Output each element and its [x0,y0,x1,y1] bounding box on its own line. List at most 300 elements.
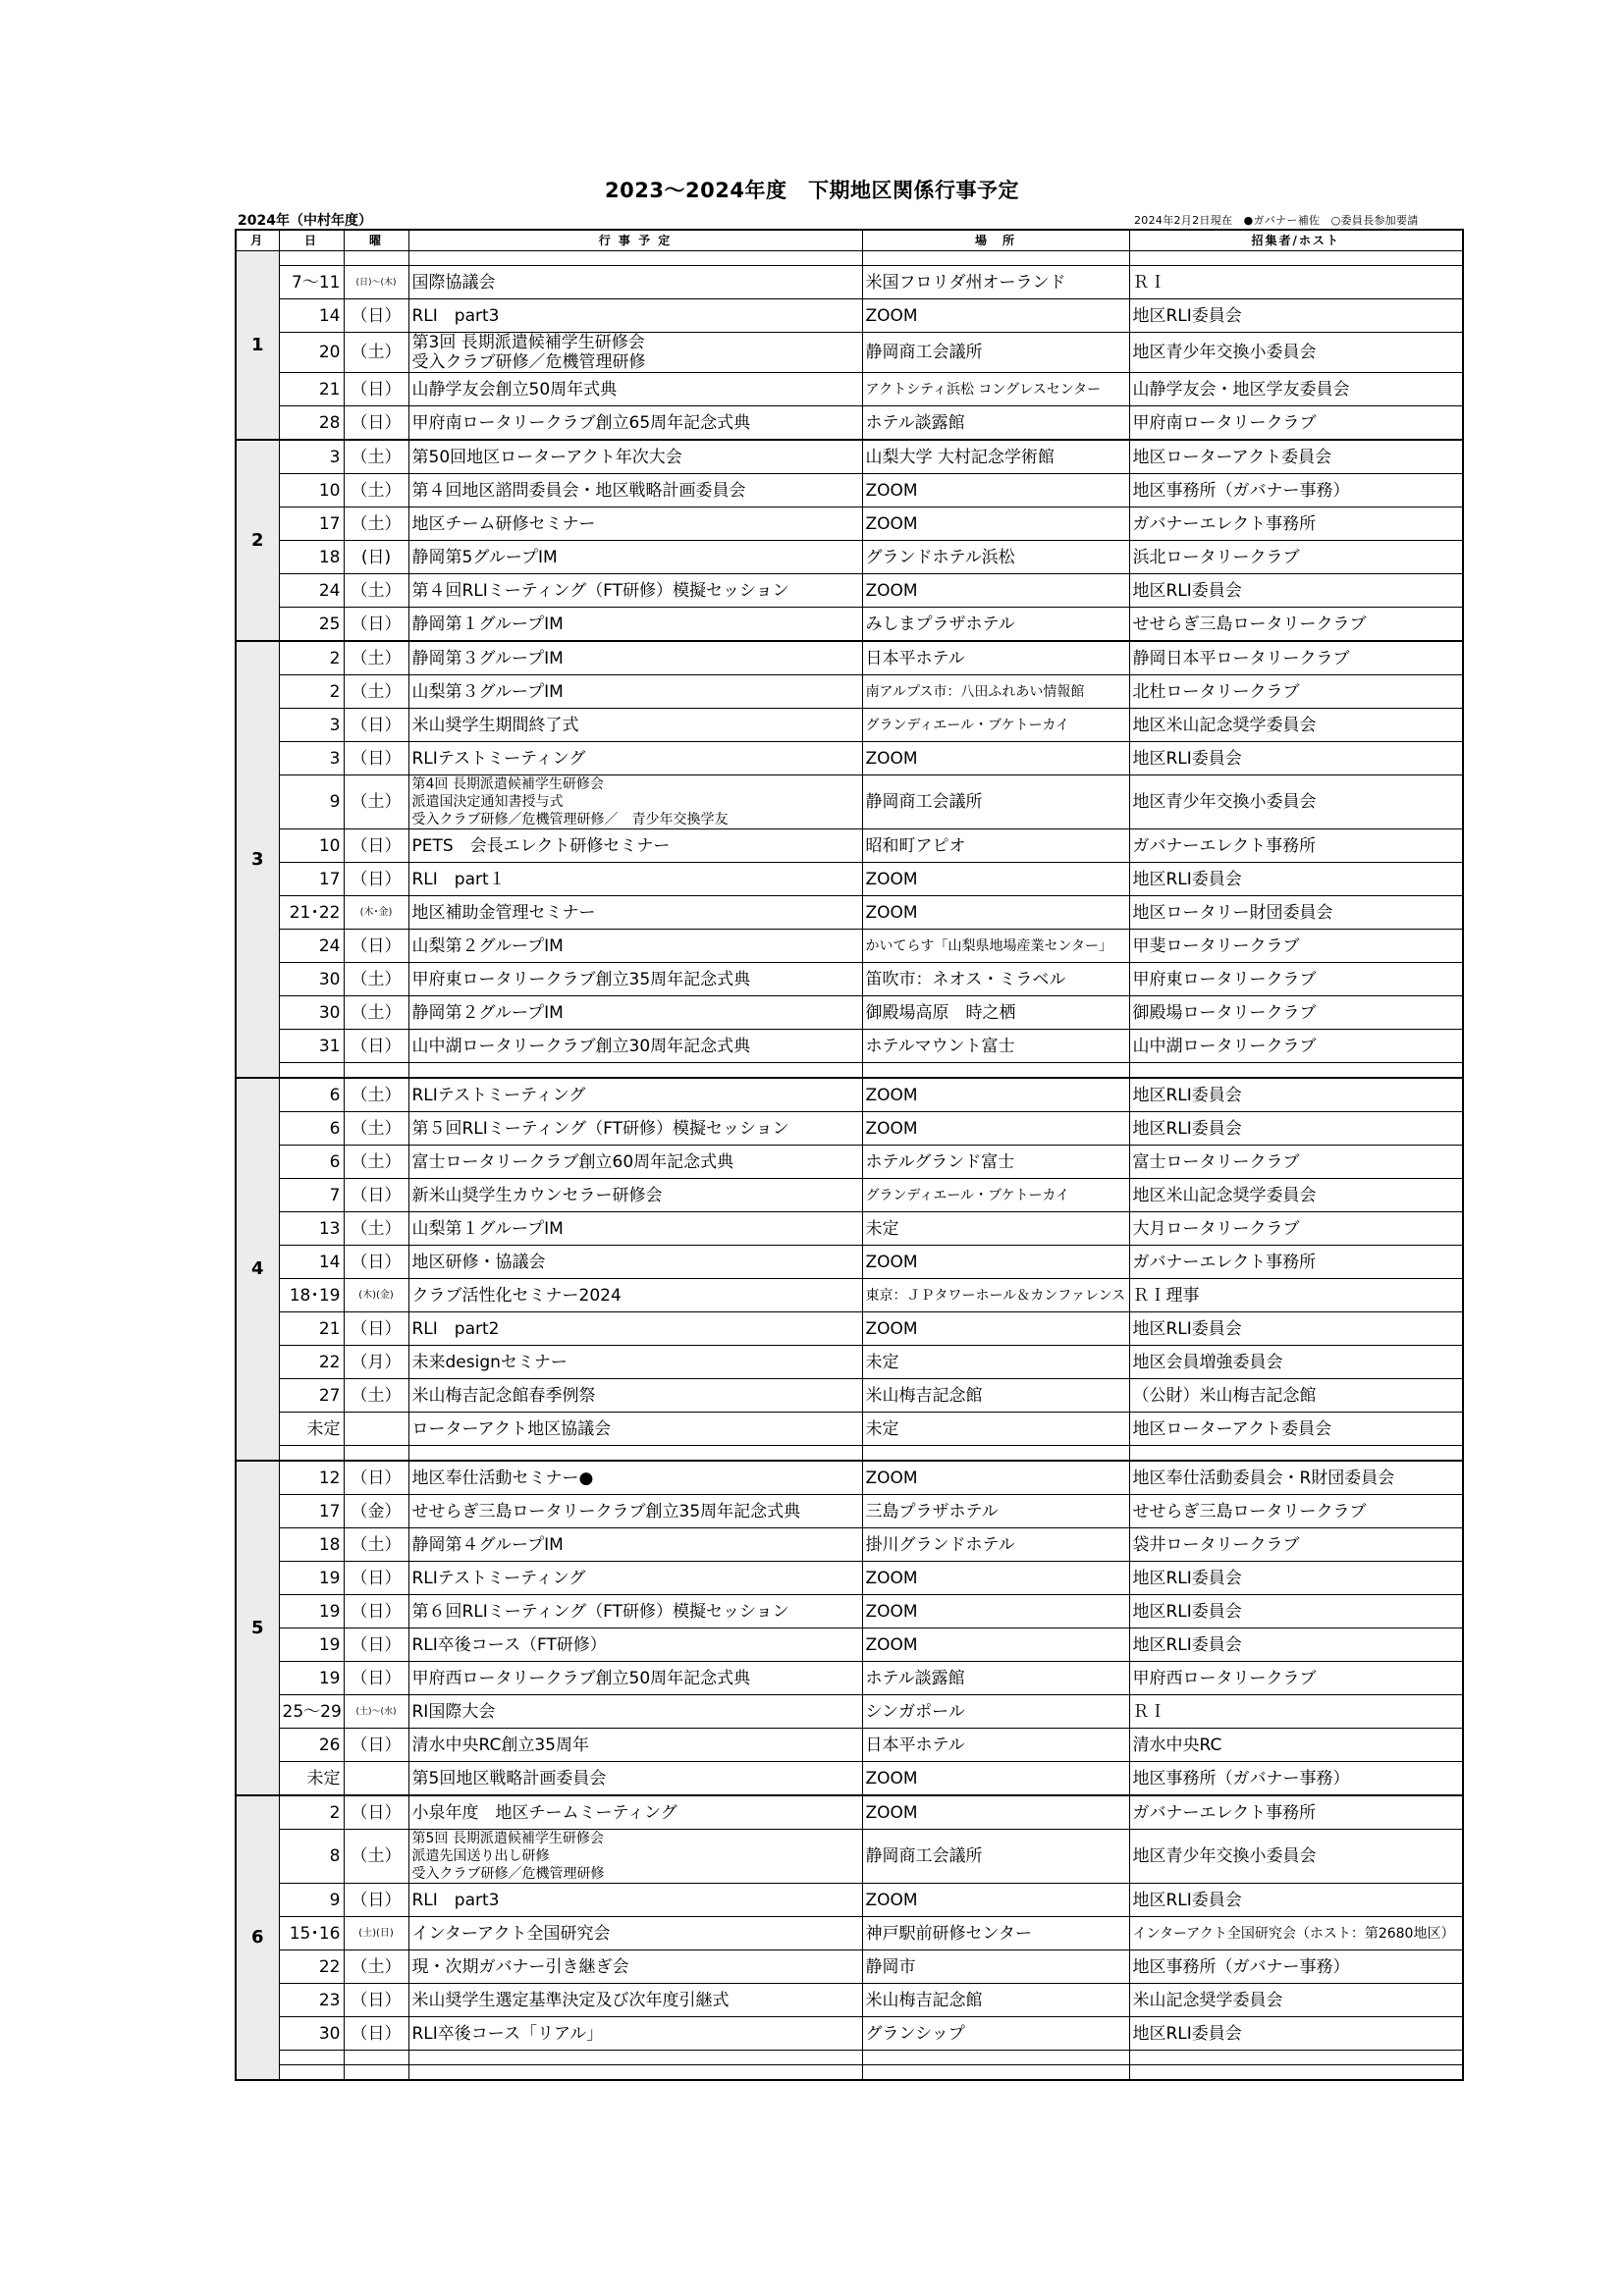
header-event: 行 事 予 定 [408,230,862,251]
weekday-cell: （土） [344,1146,408,1179]
host-cell: 甲府西ロータリークラブ [1129,1662,1463,1695]
event-line: 静岡第１グループIM [411,614,564,634]
event-cell [408,1379,862,1413]
place-cell: ZOOM [862,896,1129,930]
weekday-cell: (木･金) [344,896,408,930]
table-row [236,1950,1463,1984]
weekday-cell: （日） [344,1629,408,1662]
table-row [236,333,1463,373]
event-line: 未来designセミナー [411,1352,568,1372]
day-cell: 18 [279,1528,344,1562]
event-cell [408,608,862,642]
day-cell: 3 [279,709,344,742]
place-cell: 米国フロリダ州オーランド [862,266,1129,299]
place-cell: ホテル談露館 [862,406,1129,441]
host-cell [1129,1063,1463,1079]
table-row [236,299,1463,333]
table-header-row [236,230,1463,251]
place-cell: 米山梅吉記念館 [862,1984,1129,2017]
header-host: 招集者/ホスト [1129,230,1463,251]
table-row [236,507,1463,541]
place-cell: ホテル談露館 [862,1662,1129,1695]
host-cell: インターアクト全国研究会（ホスト：第2680地区） [1129,1917,1463,1950]
year-label: 2024年（中村年度） [238,213,372,229]
event-cell [408,574,862,608]
day-cell: 10 [279,829,344,863]
event-cell [408,775,862,829]
weekday-cell: （日） [344,299,408,333]
table-row [236,641,1463,675]
table-row [236,963,1463,996]
host-cell [1129,2051,1463,2065]
day-cell: 21･22 [279,896,344,930]
event-line: 第5回地区戦略計画委員会 [411,1768,607,1789]
month-cell: 3 [236,641,279,1078]
table-row [236,1112,1463,1146]
weekday-cell: （日） [344,1662,408,1695]
place-cell: かいてらす「山梨県地場産業センター」 [862,930,1129,963]
host-cell: 地区会員増強委員会 [1129,1346,1463,1379]
weekday-cell: （土） [344,1950,408,1984]
event-cell [408,1950,862,1984]
table-row [236,742,1463,775]
weekday-cell: （日） [344,863,408,896]
day-cell: 13 [279,1212,344,1246]
weekday-cell: （日） [344,1312,408,1346]
host-cell: 地区RLI委員会 [1129,1112,1463,1146]
host-cell: ＲＩ理事 [1129,1279,1463,1312]
event-cell [408,1695,862,1729]
place-cell: ZOOM [862,1762,1129,1796]
day-cell: 20 [279,333,344,373]
schedule-table [235,229,1464,2081]
weekday-cell: （土） [344,1830,408,1884]
weekday-cell: （月） [344,1346,408,1379]
event-cell [408,1795,862,1830]
weekday-cell: （土） [344,963,408,996]
table-row [236,1446,1463,1462]
event-cell [408,1762,862,1796]
day-cell: 6 [279,1146,344,1179]
table-row [236,1212,1463,1246]
event-line: 派遣先国送り出し研修 [411,1848,550,1864]
day-cell: 30 [279,2017,344,2051]
place-cell: 静岡商工会議所 [862,1830,1129,1884]
day-cell: 14 [279,299,344,333]
event-cell [408,299,862,333]
weekday-cell: （日） [344,406,408,441]
place-cell: ZOOM [862,574,1129,608]
event-line: RLI part3 [411,305,500,326]
place-cell: シンガポール [862,1695,1129,1729]
place-cell: ZOOM [862,1312,1129,1346]
day-cell: 6 [279,1112,344,1146]
event-cell [408,1312,862,1346]
table-row [236,1729,1463,1762]
event-line: RI国際大会 [411,1701,496,1722]
place-cell: 未定 [862,1413,1129,1446]
host-cell: 地区青少年交換小委員会 [1129,775,1463,829]
table-row [236,675,1463,709]
place-cell: 笛吹市：ネオス・ミラベル [862,963,1129,996]
place-cell [862,251,1129,266]
event-cell [408,1146,862,1179]
event-cell [408,1112,862,1146]
event-line: せせらぎ三島ロータリークラブ創立35周年記念式典 [411,1501,801,1522]
host-cell: 北杜ロータリークラブ [1129,675,1463,709]
table-row [236,1495,1463,1528]
host-cell: ＲＩ [1129,1695,1463,1729]
event-cell [408,1729,862,1762]
table-row [236,541,1463,574]
event-line: 甲府西ロータリークラブ創立50周年記念式典 [411,1668,751,1688]
day-cell: 19 [279,1595,344,1629]
event-line: 第６回RLIミーティング（FT研修）模擬セッション [411,1601,789,1622]
host-cell: 地区ローターアクト委員会 [1129,1413,1463,1446]
event-line: 静岡第３グループIM [411,648,564,668]
host-cell: 地区RLI委員会 [1129,1312,1463,1346]
event-cell [408,1446,862,1462]
place-cell: ZOOM [862,299,1129,333]
place-cell: ZOOM [862,1461,1129,1495]
table-row [236,1662,1463,1695]
event-cell [408,1917,862,1950]
host-cell: 甲府東ロータリークラブ [1129,963,1463,996]
table-row [236,2017,1463,2051]
event-cell [408,440,862,474]
weekday-cell: （土） [344,775,408,829]
weekday-cell: (土)(日) [344,1917,408,1950]
day-cell: 15･16 [279,1917,344,1950]
weekday-cell: （日） [344,608,408,642]
header-place: 場 所 [862,230,1129,251]
place-cell: 東京：ＪＰタワーホール＆カンファレンス [862,1279,1129,1312]
place-cell: ZOOM [862,1246,1129,1279]
weekday-cell [344,1762,408,1796]
place-cell: ホテルグランド富士 [862,1146,1129,1179]
host-cell: 静岡日本平ロータリークラブ [1129,641,1463,675]
event-line: 米山奨学生選定基準決定及び次年度引継式 [411,1990,730,2010]
host-cell: 富士ロータリークラブ [1129,1146,1463,1179]
event-cell [408,2017,862,2051]
weekday-cell: （日） [344,373,408,406]
host-cell: 地区事務所（ガバナー事務） [1129,1950,1463,1984]
day-cell: 19 [279,1629,344,1662]
table-row [236,440,1463,474]
host-cell: 浜北ロータリークラブ [1129,541,1463,574]
day-cell [279,1063,344,1079]
host-cell: せせらぎ三島ロータリークラブ [1129,1495,1463,1528]
day-cell: 8 [279,1830,344,1884]
weekday-cell: （土） [344,1078,408,1112]
table-row [236,1279,1463,1312]
event-cell [408,641,862,675]
place-cell: ZOOM [862,1078,1129,1112]
day-cell: 未定 [279,1762,344,1796]
table-row [236,1695,1463,1729]
host-cell: 地区ロータリー財団委員会 [1129,896,1463,930]
weekday-cell: （日） [344,1562,408,1595]
event-cell [408,1562,862,1595]
event-cell [408,507,862,541]
place-cell: 未定 [862,1346,1129,1379]
weekday-cell: （土） [344,1379,408,1413]
place-cell: ZOOM [862,863,1129,896]
table-row [236,1629,1463,1662]
event-cell [408,1030,862,1063]
weekday-cell: （土） [344,675,408,709]
event-line: 静岡第２グループIM [411,1002,564,1023]
event-line: RLI part3 [411,1890,500,1910]
event-line: 第4回 長期派遣候補学生研修会 [411,776,604,792]
host-cell: ガバナーエレクト事務所 [1129,1795,1463,1830]
event-line: 受入クラブ研修／危機管理研修／ 青少年交換学友 [411,812,729,828]
event-line: 第５回RLIミーティング（FT研修）模擬セッション [411,1118,789,1139]
event-cell [408,1884,862,1917]
weekday-cell: （土） [344,641,408,675]
place-cell: 山梨大学 大村記念学術館 [862,440,1129,474]
host-cell: （公財）米山梅吉記念館 [1129,1379,1463,1413]
day-cell: 3 [279,742,344,775]
weekday-cell: (日) [344,541,408,574]
weekday-cell: （日） [344,1884,408,1917]
place-cell: ZOOM [862,1884,1129,1917]
table-row [236,1063,1463,1079]
event-cell [408,251,862,266]
host-cell: 地区RLI委員会 [1129,1595,1463,1629]
status-note: 2024年2月2日現在 ●ガバナー補佐 ○委員長参加要請 [1134,214,1419,227]
host-cell [1129,251,1463,266]
host-cell: 地区RLI委員会 [1129,1078,1463,1112]
event-cell [408,1346,862,1379]
event-line: PETS 会長エレクト研修セミナー [411,835,671,856]
place-cell: 南アルプス市：八田ふれあい情報館 [862,675,1129,709]
day-cell: 17 [279,507,344,541]
place-cell: 神戸駅前研修センター [862,1917,1129,1950]
place-cell: みしまプラザホテル [862,608,1129,642]
weekday-cell: (木)(金) [344,1279,408,1312]
place-cell: 静岡商工会議所 [862,333,1129,373]
event-line: RLI卒後コース（FT研修） [411,1634,607,1655]
table-row [236,930,1463,963]
day-cell: 19 [279,1662,344,1695]
day-cell: 2 [279,641,344,675]
weekday-cell: （日） [344,709,408,742]
event-line: RLIテストミーティング [411,1085,586,1105]
day-cell: 9 [279,775,344,829]
table-row [236,1917,1463,1950]
event-line: 第3回 長期派遣候補学生研修会 [411,333,645,352]
day-cell [279,1446,344,1462]
table-row [236,775,1463,829]
weekday-cell: （日） [344,1595,408,1629]
event-cell [408,675,862,709]
event-line: 受入クラブ研修／危機管理研修 [411,1866,605,1882]
event-line: 国際協議会 [411,272,496,293]
day-cell [279,2051,344,2065]
day-cell: 24 [279,930,344,963]
day-cell: 18･19 [279,1279,344,1312]
host-cell: 山中湖ロータリークラブ [1129,1030,1463,1063]
event-line: 甲府南ロータリークラブ創立65周年記念式典 [411,412,751,433]
event-line: 新米山奨学生カウンセラー研修会 [411,1185,663,1205]
event-cell [408,1279,862,1312]
table-row [236,2051,1463,2065]
day-cell: 3 [279,440,344,474]
table-row [236,266,1463,299]
place-cell: グランディエール・ブケトーカイ [862,1179,1129,1212]
event-cell [408,1528,862,1562]
day-cell: 25 [279,608,344,642]
place-cell: ZOOM [862,1112,1129,1146]
day-cell: 23 [279,1984,344,2017]
day-cell: 22 [279,1346,344,1379]
table-row [236,608,1463,642]
event-cell [408,1461,862,1495]
day-cell: 25～29 [279,1695,344,1729]
weekday-cell: （土） [344,1212,408,1246]
host-cell: 地区RLI委員会 [1129,1629,1463,1662]
event-cell [408,896,862,930]
event-line: RLIテストミーティング [411,1568,586,1588]
month-cell: 5 [236,1461,279,1795]
host-cell: 地区RLI委員会 [1129,742,1463,775]
weekday-cell: （土） [344,440,408,474]
host-cell: 甲府南ロータリークラブ [1129,406,1463,441]
event-line: 地区奉仕活動セミナー● [411,1468,594,1488]
weekday-cell: （土） [344,1112,408,1146]
event-cell [408,541,862,574]
event-line: 現・次期ガバナー引き継ぎ会 [411,1956,629,1977]
host-cell: 地区青少年交換小委員会 [1129,333,1463,373]
host-cell: 地区事務所（ガバナー事務） [1129,1762,1463,1796]
weekday-cell [344,1413,408,1446]
event-line: 山梨第１グループIM [411,1218,564,1239]
event-cell [408,863,862,896]
place-cell: 米山梅吉記念館 [862,1379,1129,1413]
host-cell: 地区米山記念奨学委員会 [1129,1179,1463,1212]
host-cell: ガバナーエレクト事務所 [1129,1246,1463,1279]
weekday-cell: （金） [344,1495,408,1528]
place-cell: 昭和町アピオ [862,829,1129,863]
weekday-cell: （日） [344,1030,408,1063]
weekday-cell: （日） [344,1795,408,1830]
event-line: 山梨第３グループIM [411,681,564,702]
day-cell: 27 [279,1379,344,1413]
table-row [236,1312,1463,1346]
place-cell: 掛川グランドホテル [862,1528,1129,1562]
event-line: 地区チーム研修セミナー [411,513,596,534]
day-cell: 19 [279,1562,344,1595]
weekday-cell [344,1446,408,1462]
month-cell: 6 [236,1795,279,2080]
event-line: 第４回RLIミーティング（FT研修）模擬セッション [411,580,789,601]
table-row [236,1030,1463,1063]
day-cell: 7 [279,1179,344,1212]
event-cell [408,1212,862,1246]
table-row [236,863,1463,896]
weekday-cell: （日） [344,829,408,863]
event-line: RLIテストミーティング [411,748,586,769]
event-line: 山中湖ロータリークラブ創立30周年記念式典 [411,1036,751,1056]
weekday-cell: (土)～(水) [344,1695,408,1729]
schedule-body [236,251,1463,2081]
event-cell [408,2065,862,2081]
host-cell [1129,1446,1463,1462]
day-cell: 2 [279,1795,344,1830]
place-cell: 日本平ホテル [862,1729,1129,1762]
event-line: 受入クラブ研修／危機管理研修 [411,352,646,372]
weekday-cell: （日） [344,1461,408,1495]
event-line: RLI part１ [411,869,506,889]
table-row [236,1595,1463,1629]
day-cell [279,2065,344,2081]
weekday-cell: （日） [344,742,408,775]
event-line: RLI part2 [411,1318,500,1339]
event-cell [408,1413,862,1446]
event-cell [408,1629,862,1662]
table-row [236,829,1463,863]
event-line: 山静学友会創立50周年式典 [411,379,618,400]
event-line: 第４回地区諮問委員会・地区戦略計画委員会 [411,480,746,501]
table-row [236,1179,1463,1212]
day-cell: 30 [279,996,344,1030]
event-line: 小泉年度 地区チームミーティング [411,1802,677,1823]
table-row [236,996,1463,1030]
host-cell: 地区奉仕活動委員会・R財団委員会 [1129,1461,1463,1495]
day-cell: 17 [279,863,344,896]
weekday-cell: （土） [344,996,408,1030]
place-cell: 日本平ホテル [862,641,1129,675]
event-cell [408,1246,862,1279]
table-row [236,1830,1463,1884]
day-cell: 21 [279,1312,344,1346]
day-cell: 26 [279,1729,344,1762]
day-cell: 28 [279,406,344,441]
place-cell: ZOOM [862,1629,1129,1662]
host-cell: 地区青少年交換小委員会 [1129,1830,1463,1884]
place-cell [862,2065,1129,2081]
host-cell: 地区米山記念奨学委員会 [1129,709,1463,742]
event-line: ローターアクト地区協議会 [411,1418,612,1439]
day-cell [279,251,344,266]
day-cell: 31 [279,1030,344,1063]
day-cell: 21 [279,373,344,406]
day-cell: 12 [279,1461,344,1495]
event-cell [408,266,862,299]
place-cell: ZOOM [862,1562,1129,1595]
host-cell: 御殿場ロータリークラブ [1129,996,1463,1030]
host-cell: 地区事務所（ガバナー事務） [1129,474,1463,507]
event-cell [408,1595,862,1629]
host-cell: 地区RLI委員会 [1129,2017,1463,2051]
event-line: 第5回 長期派遣候補学生研修会 [411,1831,604,1846]
host-cell: 地区RLI委員会 [1129,574,1463,608]
table-row [236,474,1463,507]
event-cell [408,1179,862,1212]
weekday-cell: （土） [344,1528,408,1562]
weekday-cell: （土） [344,474,408,507]
event-cell [408,829,862,863]
host-cell: 地区RLI委員会 [1129,1884,1463,1917]
event-cell [408,709,862,742]
place-cell: 静岡商工会議所 [862,775,1129,829]
event-line: 静岡第４グループIM [411,1534,564,1555]
day-cell: 14 [279,1246,344,1279]
place-cell: ZOOM [862,474,1129,507]
host-cell: 地区ローターアクト委員会 [1129,440,1463,474]
page-title: 2023～2024年度 下期地区関係行事予定 [605,179,1019,202]
